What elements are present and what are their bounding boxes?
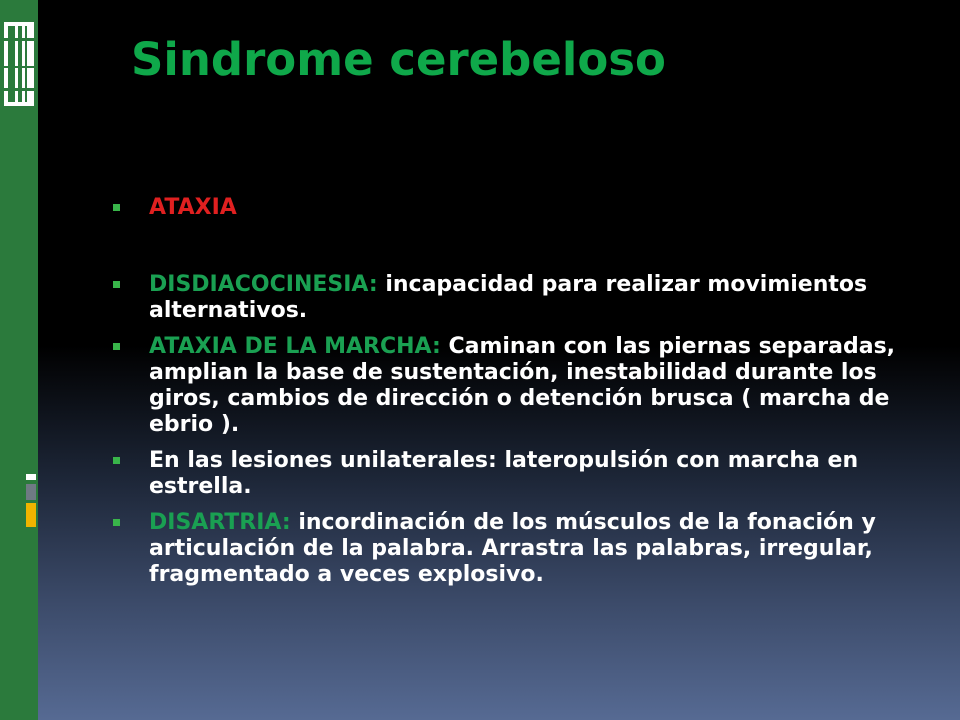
item-label: ATAXIA (149, 195, 237, 220)
bullet-list (108, 195, 908, 588)
item-text: Caminan con las piernas separadas, amplian la base de sustentación, inestabilidad durante los giros, cambios de dirección o detención brusca ( marcha de ebrio ). (149, 334, 896, 437)
item-label: DISARTRIA: (149, 510, 291, 535)
square-bullet-icon (113, 204, 120, 211)
window-grid-icon (0, 18, 38, 110)
item-label: ATAXIA DE LA MARCHA: (149, 334, 441, 359)
list-item-ataxia (108, 195, 908, 221)
list-item-lesiones-unilaterales (108, 448, 908, 500)
edge-mark-gray (26, 484, 36, 500)
list-item-disartria (108, 510, 908, 588)
edge-mark-yellow (26, 503, 36, 527)
square-bullet-icon (113, 343, 120, 350)
list-item-disdiacocinesia (108, 272, 908, 324)
square-bullet-icon (113, 457, 120, 464)
item-text: incapacidad para realizar movimientos alternativos. (149, 272, 868, 323)
square-bullet-icon (113, 519, 120, 526)
item-text: En las lesiones unilaterales: lateropulsión con marcha en estrella. (149, 448, 859, 499)
slide-title: Sindrome cerebeloso (131, 33, 666, 86)
square-bullet-icon (113, 281, 120, 288)
item-text: incordinación de los músculos de la fonación y articulación de la palabra. Arrastra las palabras, irregular, fragmentado a veces explosivo. (149, 510, 876, 587)
list-item-ataxia-marcha (108, 334, 908, 438)
edge-mark-white (26, 474, 36, 480)
item-label: DISDIACOCINESIA: (149, 272, 378, 297)
